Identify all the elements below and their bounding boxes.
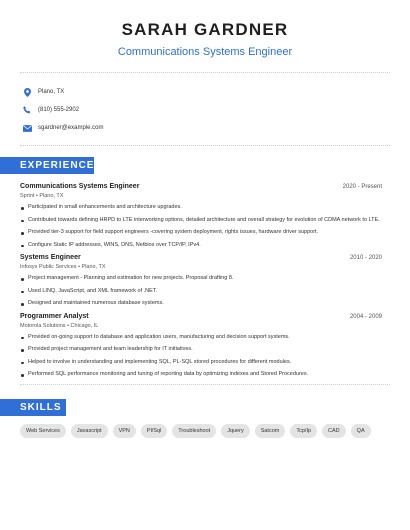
bullet-item: Performed SQL performance monitoring and tuning of reporting data by optimizing indexes and Stored Procedures. [20,371,382,379]
job-bullets [20,204,382,249]
job-title: Systems Engineer [20,254,81,261]
bullet-item: Configure Static IP addresses, WINS, DNS, Netbios over TCP/IP, IPv4. [20,242,382,250]
bullet-item: Participated in small enhancements and architecture upgrades. [20,204,382,212]
bullet-item: Helped to involve in understanding and implementing SQL, PL-SQL stored procedures for different modules. [20,359,382,367]
bullet-item: Provided tier-3 support for field support engineers -covering system deployment, rights issues, hardware driver support. [20,229,382,237]
job-title: Communications Systems Engineer [20,183,140,190]
skill-chip: Troubleshoot [172,424,216,438]
skills-list [0,416,410,438]
skill-chip: CAD [322,424,346,438]
job-entry [20,313,382,379]
contact-text: Plano, TX [38,89,65,95]
skill-chip: Jquery [221,424,250,438]
phone-icon [22,105,32,115]
contact-text: sgardner@example.com [38,125,104,131]
location-pin-icon [22,87,32,97]
skill-chip: VPN [113,424,136,438]
contact-list [0,73,410,137]
job-company: Infosys Public Services • Plano, TX [20,264,106,270]
divider [20,384,390,385]
contact-email [22,119,410,137]
bullet-item: Designed and maintained numerous database systems. [20,300,382,308]
job-title: Programmer Analyst [20,312,89,320]
contact-text: (810) 555-2902 [38,107,80,113]
skill-chip: QA [351,424,371,438]
skill-chip: Javascript [71,424,108,438]
candidate-name: SARAH GARDNER [121,20,289,39]
bullet-item: Provided project management and team leadership for IT initiatives. [20,346,382,354]
bullet-item: Provided on-going support to database and application users, manufacturing and decision support systems. [20,334,382,342]
job-date: 2004 - 2009 [349,313,382,320]
bullet-item: Project management - Planning and estimation for new projects. Proposal drafting 8. [20,275,382,283]
contact-location [22,83,410,101]
skill-chip: Web Services [20,424,66,438]
experience-list [0,174,410,379]
job-date: 2020 - Present [342,184,382,190]
candidate-role: Communications Systems Engineer [117,46,293,58]
job-company: Sprint • Plano, TX [20,193,64,199]
skill-chip: Tcp/Ip [290,424,317,438]
bullet-item: Contributed towards defining HRPD to LTE interworking options, detailed architecture and overall strategy for evolution of CDMA network to LTE. [20,217,382,225]
job-bullets [20,275,382,308]
contact-phone [22,101,410,119]
email-icon [22,123,32,133]
job-bullets [20,334,382,379]
divider [20,145,390,146]
skills-heading: SKILLS [0,399,66,416]
job-date: 2010 - 2020 [349,255,382,261]
bullet-item: Used LINQ, JavaScript, and XML framework of .NET. [20,288,382,296]
resume-header [0,0,410,58]
experience-heading: EXPERIENCE [0,157,94,174]
job-entry [20,254,382,308]
job-company: Motorola Solutions • Chicago, IL [20,322,99,329]
skill-chip: Pl/Sql [141,424,167,438]
skill-chip: Satcom [255,424,286,438]
job-entry [20,183,382,249]
